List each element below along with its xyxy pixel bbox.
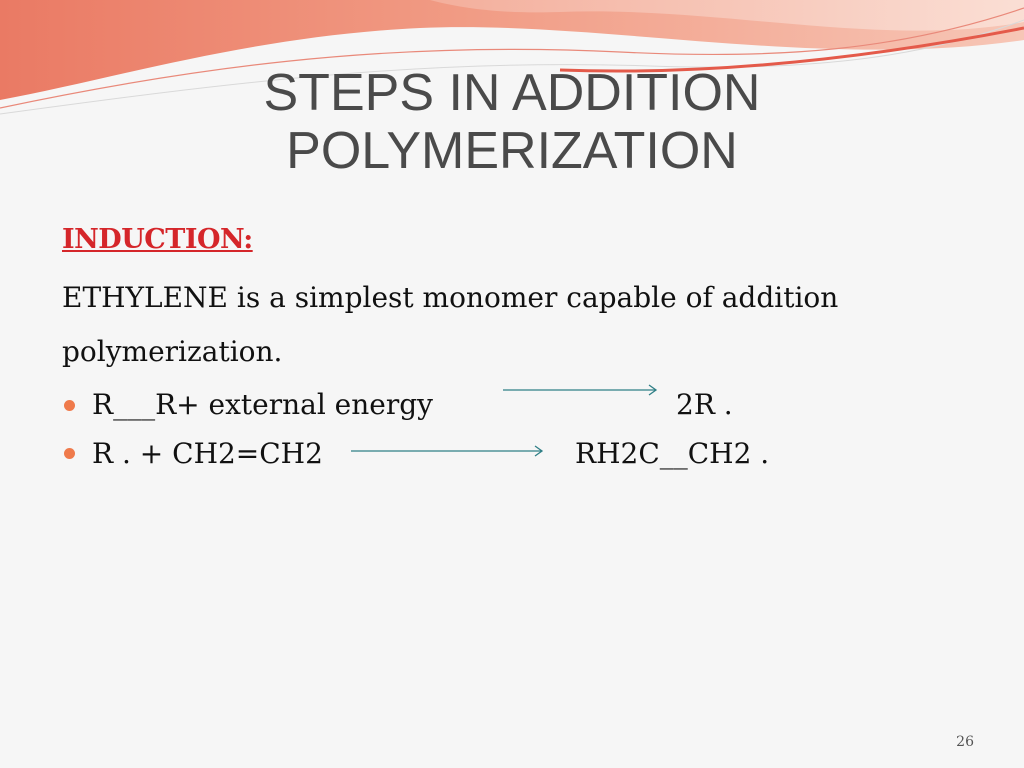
bullet-2-reactants: R . + CH2=CH2 — [92, 437, 323, 470]
bullet-dot-icon — [64, 448, 75, 459]
paragraph-line-2: polymerization. — [62, 335, 283, 368]
right-arrow-icon — [503, 383, 659, 397]
paragraph-line-1: ETHYLENE is a simplest monomer capable of addition — [62, 281, 839, 314]
title-line-1: STEPS IN ADDITION — [263, 64, 761, 122]
bullet-1-reactants: R___R+ external energy — [92, 388, 433, 421]
bullet-1-products: 2R . — [676, 388, 733, 421]
bullet-2-products: RH2C__CH2 . — [575, 437, 770, 470]
page-number: 26 — [956, 734, 974, 750]
bullet-dot-icon — [64, 400, 75, 411]
slide-title — [0, 64, 1024, 180]
section-heading: INDUCTION: — [62, 224, 253, 255]
right-arrow-icon — [351, 444, 545, 458]
title-line-2: POLYMERIZATION — [286, 122, 738, 180]
